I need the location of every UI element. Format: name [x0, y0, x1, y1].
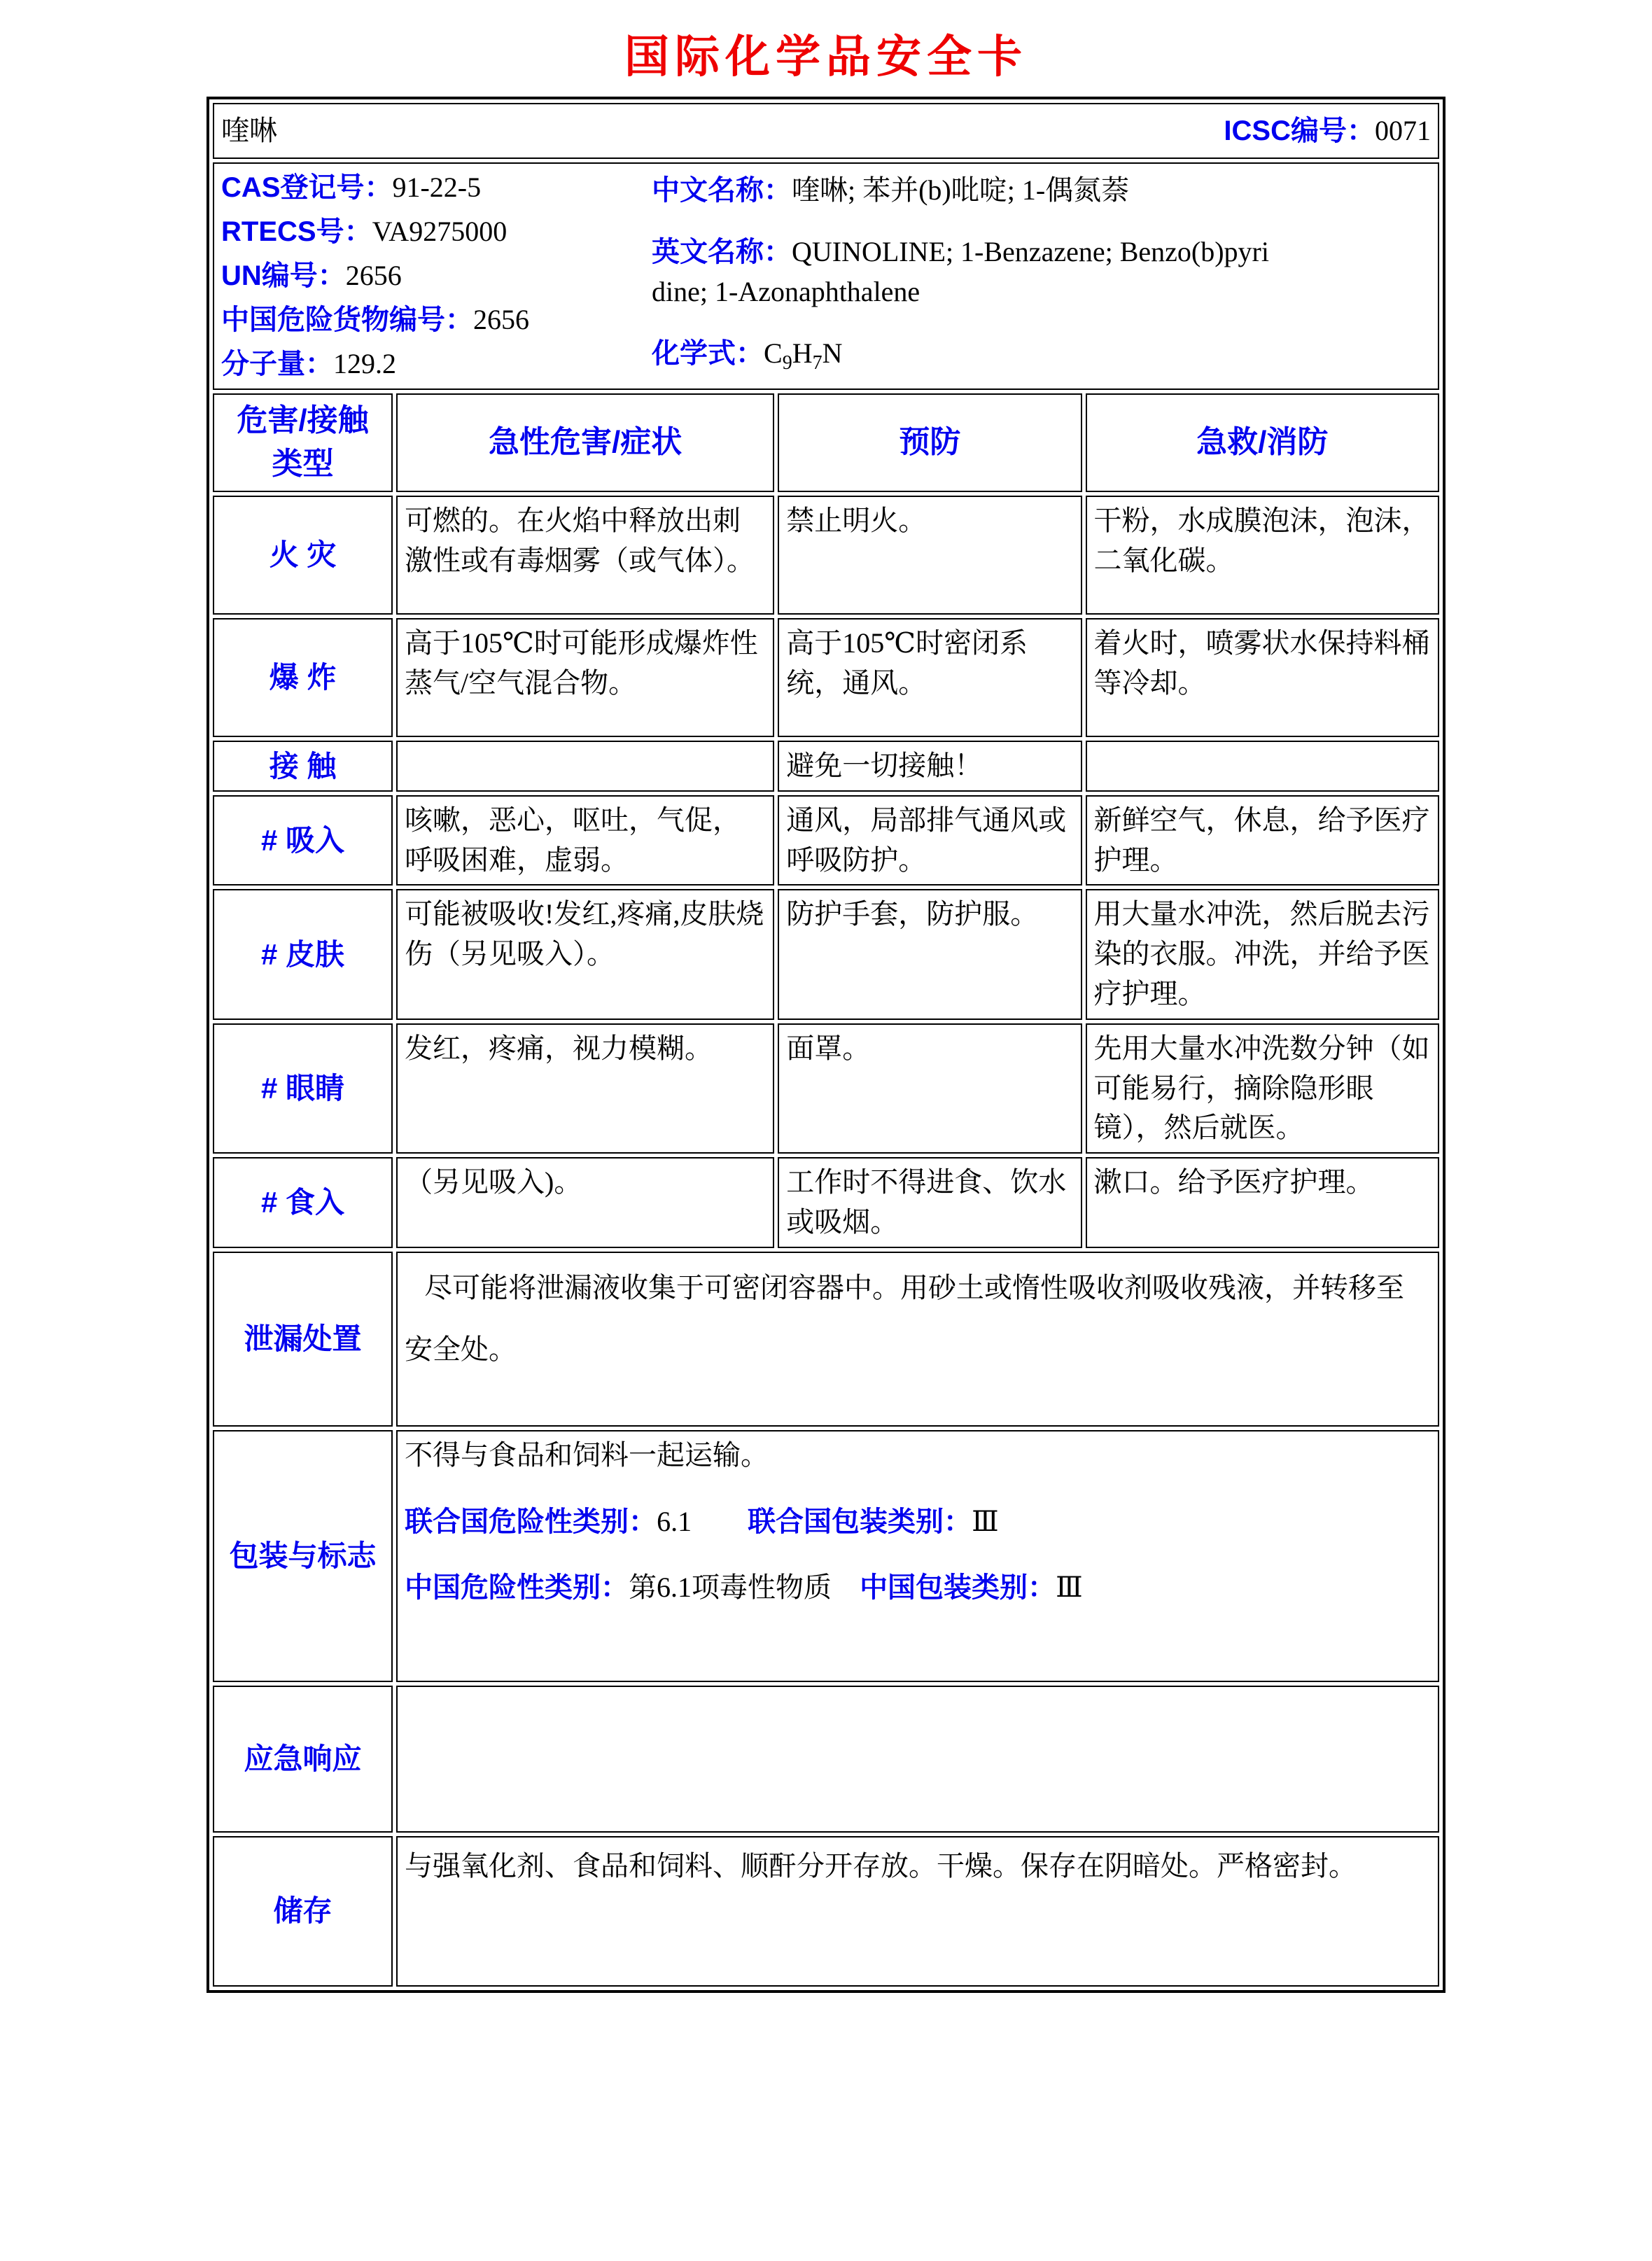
cn-packing-group-label: 中国包装类别： — [860, 1572, 1056, 1604]
header-symptoms: 急性危害/症状 — [396, 393, 774, 492]
formula-value — [764, 337, 843, 374]
ingestion-label: # 食入 — [213, 1157, 393, 1248]
un-number-value: 2656 — [345, 260, 402, 292]
cas-number-label: CAS登记号： — [221, 172, 393, 203]
molecular-weight-line — [221, 344, 652, 384]
ingestion-prevention: 工作时不得进食、饮水或吸烟。 — [778, 1157, 1082, 1248]
table-row-ingestion — [213, 1157, 1439, 1248]
page — [0, 21, 1652, 2261]
identifiers-cell — [213, 162, 1439, 390]
explosion-symptoms: 高于105℃时可能形成爆炸性蒸气/空气混合物。 — [396, 618, 774, 737]
icsc-number-label: ICSC编号： — [1224, 115, 1375, 146]
table-header-row — [213, 393, 1439, 492]
table-row-storage — [213, 1836, 1439, 1987]
icsc-number-value: 0071 — [1375, 114, 1431, 146]
formula-label: 化学式： — [652, 338, 764, 370]
packaging-un-line — [405, 1502, 1431, 1542]
table-row-packaging — [213, 1430, 1439, 1682]
table-row-fire — [213, 496, 1439, 615]
cn-packing-group-value: Ⅲ — [1056, 1572, 1083, 1604]
cn-hazard-class-value: 第6.1项毒性物质 — [629, 1572, 832, 1604]
page-title: 国际化学品安全卡 — [624, 32, 1028, 82]
formula-c-subscript: 9 — [782, 352, 792, 374]
un-hazard-class-value: 6.1 — [657, 1505, 692, 1537]
chinese-name-value: 喹啉; 苯并(b)吡啶; 1-偶氮萘 — [792, 174, 1130, 206]
formula-n: N — [822, 337, 843, 370]
english-name-line — [652, 232, 1282, 312]
icsc-number — [1224, 111, 1431, 151]
storage-content — [396, 1836, 1439, 1987]
header-first-aid: 急救/消防 — [1086, 393, 1439, 492]
fire-label: 火 灾 — [213, 496, 393, 615]
inhalation-label: # 吸入 — [213, 795, 393, 886]
contact-label: 接 触 — [213, 741, 393, 792]
rtecs-number-label: RTECS号： — [221, 216, 372, 248]
header-hazard-type-line1: 危害/接触 — [237, 403, 369, 438]
spill-content — [396, 1252, 1439, 1427]
eyes-first-aid: 先用大量水冲洗数分钟（如可能易行，摘除隐形眼镜），然后就医。 — [1086, 1023, 1439, 1154]
explosion-prevention: 高于105℃时密闭系统，通风。 — [778, 618, 1082, 737]
fire-first-aid: 干粉，水成膜泡沫，泡沫，二氧化碳。 — [1086, 496, 1439, 615]
table-row-inhalation — [213, 795, 1439, 886]
inhalation-first-aid: 新鲜空气，休息，给予医疗护理。 — [1086, 795, 1439, 886]
formula-h-subscript: 7 — [812, 352, 822, 374]
english-name-value: QUINOLINE; 1-Benzazene; Benzo(b)pyridine; 1-Azonaphthalene — [652, 236, 1269, 308]
packaging-content — [396, 1430, 1439, 1682]
skin-first-aid: 用大量水冲洗，然后脱去污染的衣服。冲洗，并给予医疗护理。 — [1086, 889, 1439, 1019]
molecular-weight-value: 129.2 — [333, 348, 396, 380]
chinese-name-line — [652, 171, 1431, 211]
packaging-cn-line — [405, 1568, 1431, 1608]
name-list — [652, 168, 1431, 384]
eyes-symptoms: 发红，疼痛，视力模糊。 — [396, 1023, 774, 1154]
table-row-explosion — [213, 618, 1439, 737]
contact-prevention: 避免一切接触！ — [778, 741, 1082, 792]
un-packing-group-value: Ⅲ — [972, 1505, 999, 1537]
formula-h: H — [792, 337, 813, 370]
identifiers-row — [213, 162, 1439, 390]
china-dg-number-line — [221, 300, 652, 340]
table-row-eyes — [213, 1023, 1439, 1154]
un-hazard-class-label: 联合国危险性类别： — [405, 1506, 657, 1537]
formula-c: C — [764, 337, 783, 370]
packaging-label: 包装与标志 — [213, 1430, 393, 1682]
fire-symptoms: 可燃的。在火焰中释放出刺激性或有毒烟雾（或气体）。 — [396, 496, 774, 615]
explosion-first-aid: 着火时，喷雾状水保持料桶等冷却。 — [1086, 618, 1439, 737]
header-hazard-type — [213, 393, 393, 492]
identifier-list — [221, 168, 652, 384]
emergency-content — [396, 1686, 1439, 1833]
contact-first-aid — [1086, 741, 1439, 792]
table-row-emergency — [213, 1686, 1439, 1833]
skin-symptoms: 可能被吸收!发红,疼痛,皮肤烧伤（另见吸入）。 — [396, 889, 774, 1019]
contact-symptoms — [396, 741, 774, 792]
formula-line — [652, 334, 1431, 377]
spill-label: 泄漏处置 — [213, 1252, 393, 1427]
china-dg-number-label: 中国危险货物编号： — [221, 304, 473, 336]
storage-label: 储存 — [213, 1836, 393, 1987]
skin-prevention: 防护手套，防护服。 — [778, 889, 1082, 1019]
chinese-name-label: 中文名称： — [652, 175, 792, 206]
molecular-weight-label: 分子量： — [221, 349, 333, 380]
explosion-label: 爆 炸 — [213, 618, 393, 737]
substance-name: 喹啉 — [221, 114, 277, 146]
ingestion-symptoms: （另见吸入)。 — [396, 1157, 774, 1248]
fire-prevention: 禁止明火。 — [778, 496, 1082, 615]
un-number-line — [221, 256, 652, 296]
storage-text: 与强氧化剂、食品和饲料、顺酐分开存放。干燥。保存在阴暗处。严格密封。 — [405, 1849, 1357, 1882]
cas-number-line — [221, 168, 652, 208]
ingestion-first-aid: 漱口。给予医疗护理。 — [1086, 1157, 1439, 1248]
english-name-label: 英文名称： — [652, 237, 792, 268]
table-row-skin — [213, 889, 1439, 1019]
header-prevention: 预防 — [778, 393, 1082, 492]
rtecs-number-line — [221, 212, 652, 252]
emergency-label: 应急响应 — [213, 1686, 393, 1833]
card-header-cell — [213, 103, 1439, 159]
header-hazard-type-line2: 类型 — [272, 447, 334, 482]
skin-label: # 皮肤 — [213, 889, 393, 1019]
packaging-transport-note: 不得与食品和饲料一起运输。 — [405, 1438, 769, 1471]
card-header-row — [213, 103, 1439, 159]
icsc-card-table — [206, 97, 1446, 1993]
eyes-label: # 眼睛 — [213, 1023, 393, 1154]
cn-hazard-class-label: 中国危险性类别： — [405, 1572, 629, 1604]
un-packing-group-label: 联合国包装类别： — [748, 1506, 972, 1537]
table-row-contact — [213, 741, 1439, 792]
cas-number-value: 91-22-5 — [392, 172, 482, 203]
inhalation-symptoms: 咳嗽，恶心，呕吐，气促，呼吸困难，虚弱。 — [396, 795, 774, 886]
rtecs-number-value: VA9275000 — [372, 216, 507, 248]
table-row-spill — [213, 1252, 1439, 1427]
eyes-prevention: 面罩。 — [778, 1023, 1082, 1154]
spill-text: 尽可能将泄漏液收集于可密闭容器中。用砂土或惰性吸收剂吸收残液，并转移至安全处。 — [405, 1271, 1405, 1365]
un-number-label: UN编号： — [221, 260, 346, 292]
china-dg-number-value: 2656 — [473, 304, 529, 336]
inhalation-prevention: 通风，局部排气通风或呼吸防护。 — [778, 795, 1082, 886]
